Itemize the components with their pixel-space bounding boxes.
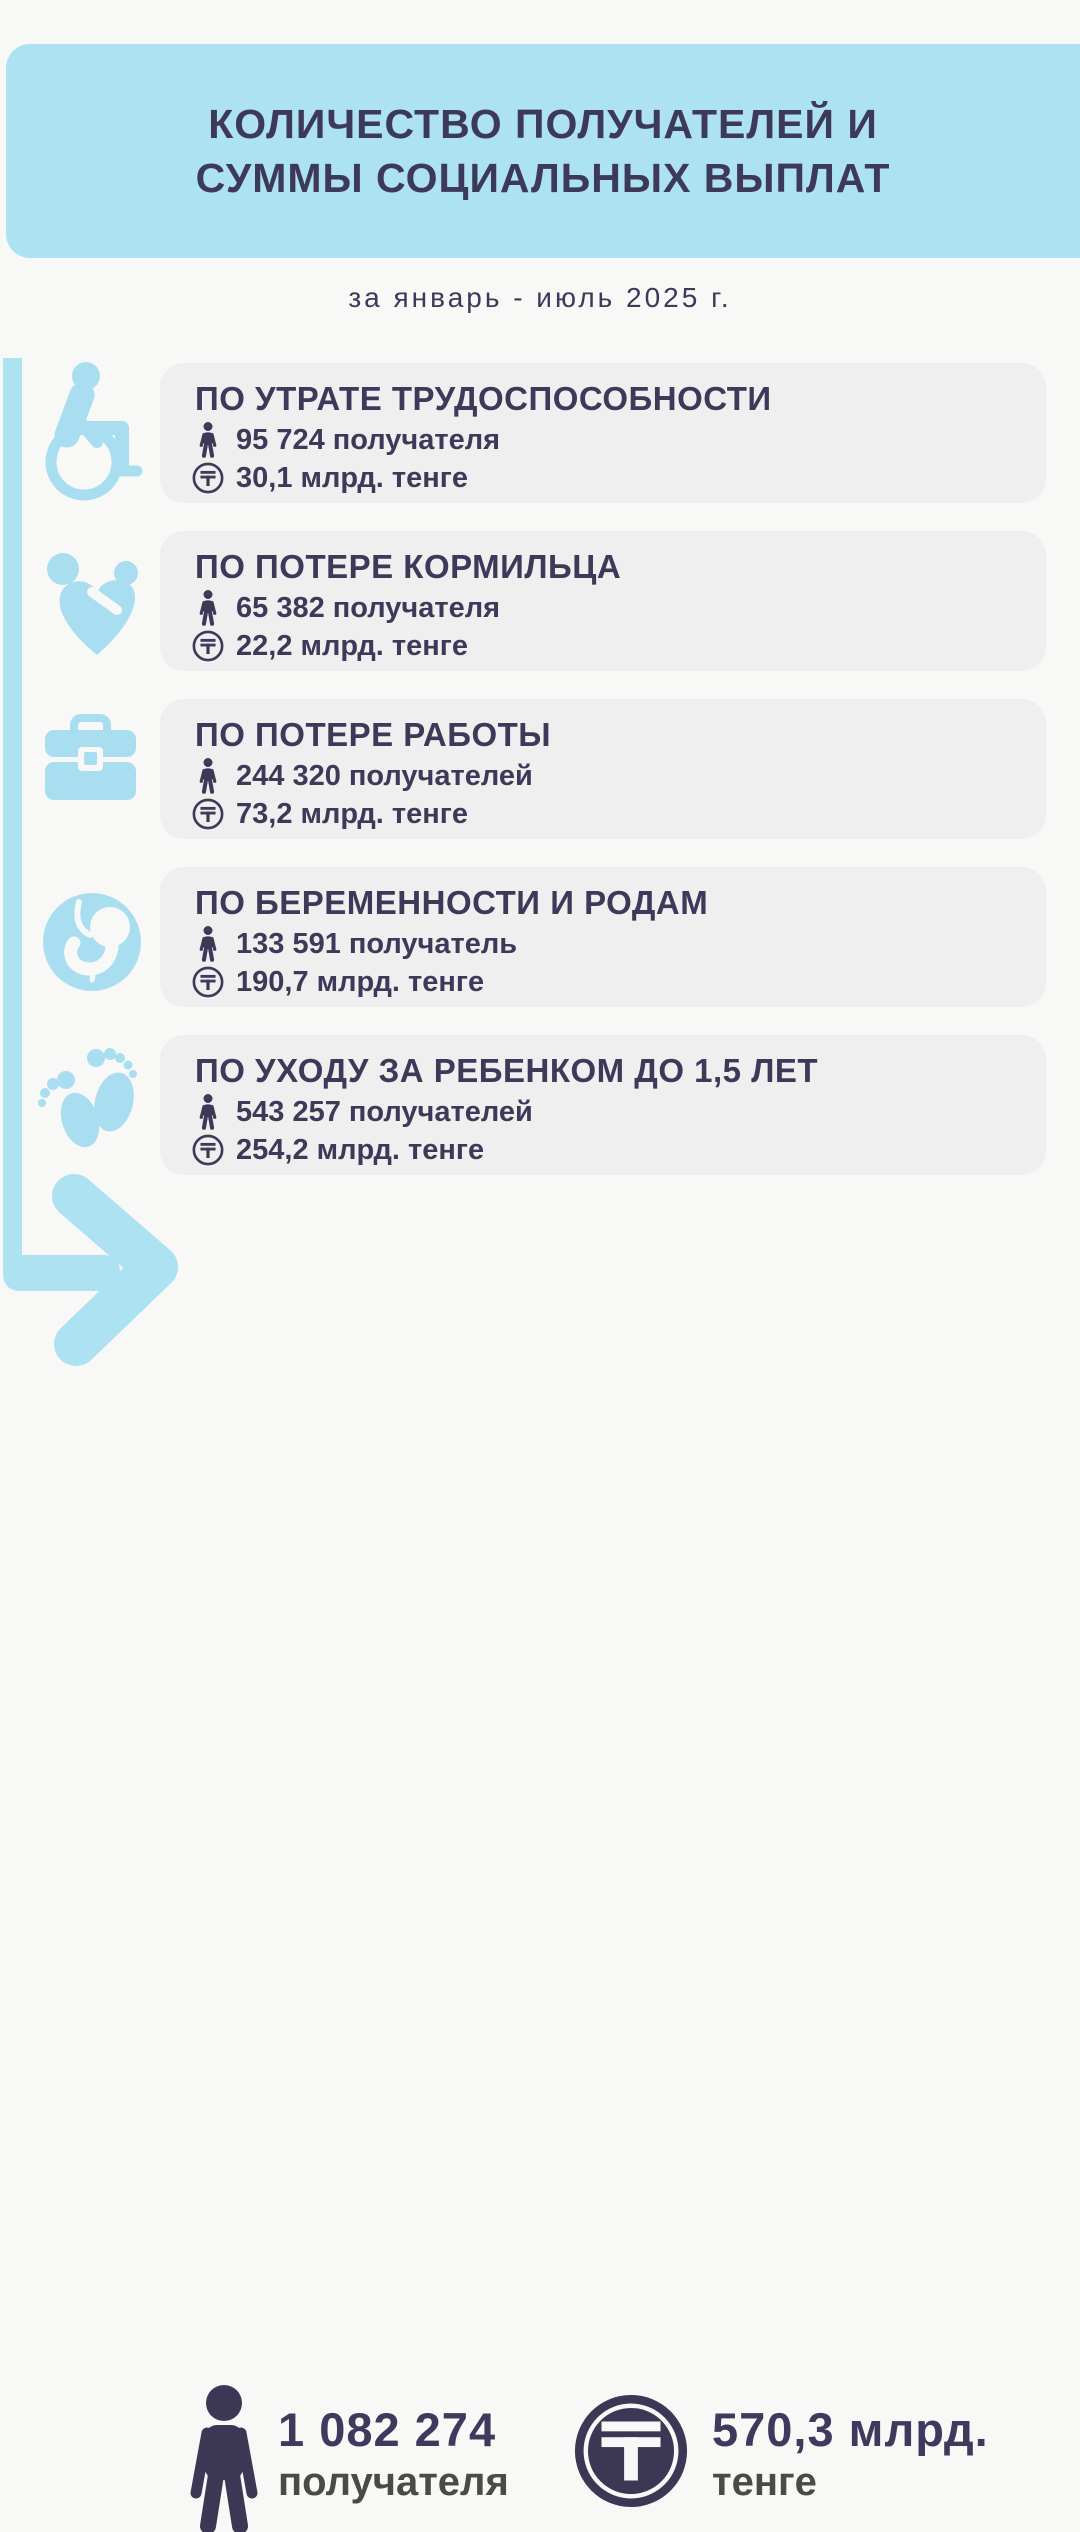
recipients-value: 133 591 получатель	[236, 927, 518, 960]
benefit-card-childcare	[160, 1035, 1046, 1175]
recipients-value: 244 320 получателей	[236, 759, 533, 792]
header-band	[6, 44, 1080, 258]
amount-value: 190,7 млрд. тенге	[236, 965, 485, 998]
person-icon	[190, 590, 226, 626]
tenge-icon	[190, 630, 226, 662]
card-title: ПО ПОТЕРЕ РАБОТЫ	[195, 716, 552, 753]
recipients-row	[190, 1093, 533, 1131]
tenge-icon	[190, 798, 226, 830]
amount-row	[190, 1131, 533, 1169]
person-icon	[190, 422, 226, 458]
person-icon	[190, 926, 226, 962]
amount-row	[190, 795, 533, 833]
tenge-icon	[190, 1134, 226, 1166]
wheelchair-icon	[40, 355, 150, 515]
family-heart-icon	[40, 540, 140, 675]
total-person-icon	[182, 2377, 267, 2532]
amount-value: 22,2 млрд. тенге	[236, 629, 468, 662]
recipients-row	[190, 421, 500, 459]
tenge-coin-icon	[572, 2392, 690, 2510]
baby-feet-icon	[40, 1045, 140, 1150]
recipients-row	[190, 757, 533, 795]
date-subtitle: за январь - июль 2025 г.	[348, 282, 732, 313]
person-icon	[190, 758, 226, 794]
page-title-line2: СУММЫ СОЦИАЛЬНЫХ ВЫПЛАТ	[195, 155, 891, 201]
recipients-row	[190, 925, 517, 963]
tenge-icon	[190, 966, 226, 998]
tenge-icon	[190, 462, 226, 494]
benefit-card-breadwinner	[160, 531, 1046, 671]
amount-value: 254,2 млрд. тенге	[236, 1133, 485, 1166]
recipients-value: 65 382 получателя	[236, 591, 501, 624]
card-title: ПО УТРАТЕ ТРУДОСПОСОБНОСТИ	[195, 380, 772, 417]
amount-value: 30,1 млрд. тенге	[236, 461, 468, 494]
total-amount-label: тенге	[712, 2460, 817, 2504]
total-recipients-label: получателя	[278, 2460, 509, 2504]
recipients-row	[190, 589, 500, 627]
amount-value: 73,2 млрд. тенге	[236, 797, 468, 830]
briefcase-icon	[45, 710, 140, 805]
recipients-value: 543 257 получателей	[236, 1095, 533, 1128]
card-title: ПО УХОДУ ЗА РЕБЕНКОМ ДО 1,5 ЛЕТ	[195, 1052, 819, 1089]
card-title: ПО БЕРЕМЕННОСТИ И РОДАМ	[195, 884, 709, 921]
benefit-card-job-loss	[160, 699, 1046, 839]
benefit-card-maternity	[160, 867, 1046, 1007]
person-icon	[190, 1094, 226, 1130]
card-title: ПО ПОТЕРЕ КОРМИЛЬЦА	[195, 548, 622, 585]
amount-row	[190, 627, 500, 665]
amount-row	[190, 963, 517, 1001]
pregnancy-icon	[42, 880, 142, 1000]
page-title-line1: КОЛИЧЕСТВО ПОЛУЧАТЕЛЕЙ И	[208, 101, 878, 147]
total-amount-value: 570,3 млрд.	[712, 2403, 989, 2456]
amount-row	[190, 459, 500, 497]
recipients-value: 95 724 получателя	[236, 423, 501, 456]
total-recipients-value: 1 082 274	[278, 2403, 497, 2456]
benefit-card-disability	[160, 363, 1046, 503]
totals-section	[0, 1180, 1080, 2504]
